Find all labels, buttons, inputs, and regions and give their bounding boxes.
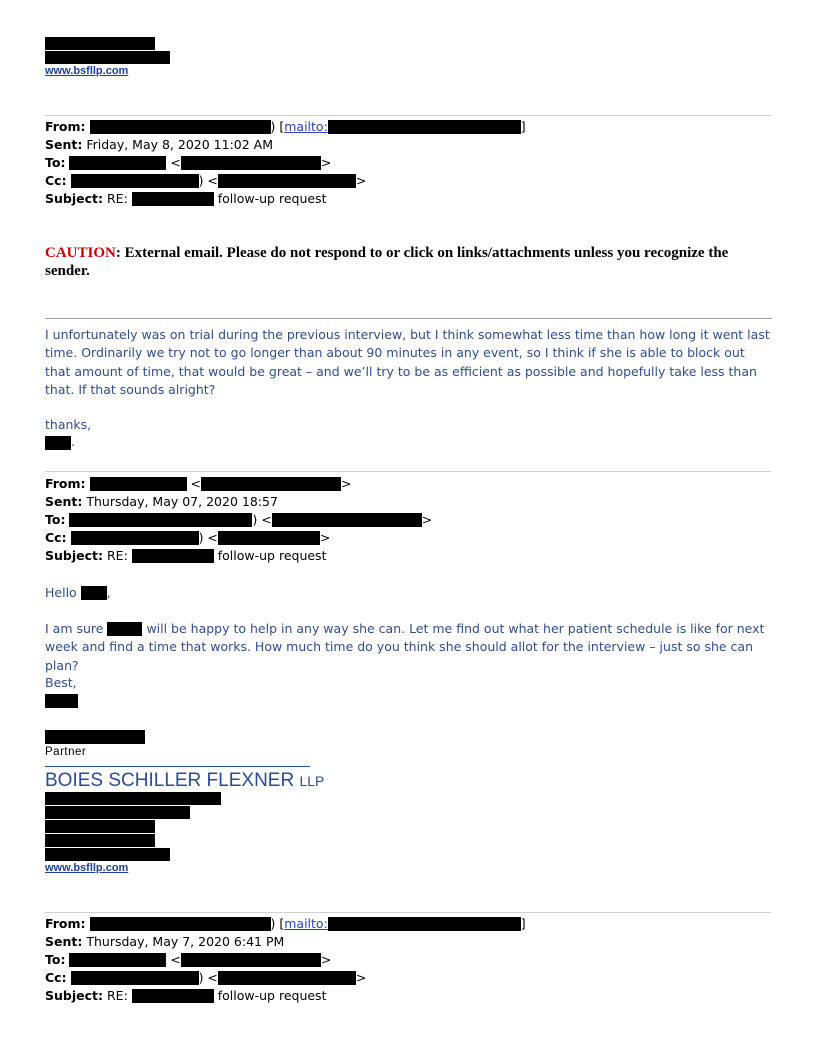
redaction	[218, 531, 320, 545]
redaction	[45, 694, 78, 708]
email-signoff: thanks,	[45, 417, 92, 432]
email-header-from: From: ) [mailto: ]	[45, 916, 526, 931]
email-header-from: From: ) [mailto: ]	[45, 119, 526, 134]
email-header-sent: Sent: Friday, May 8, 2020 11:02 AM	[45, 137, 274, 152]
website-link[interactable]: www.bsfllp.com	[45, 65, 129, 77]
email-header-to: To: ) < >	[45, 512, 433, 527]
email-header-cc: Cc: ) < >	[45, 970, 367, 985]
redaction	[45, 820, 155, 833]
redaction	[328, 120, 521, 134]
redaction	[71, 971, 199, 985]
redaction	[45, 730, 145, 744]
redaction	[132, 989, 214, 1003]
email-signoff: Best,	[45, 675, 77, 690]
caution-banner: CAUTION: External email. Please do not respond to or click on links/attachments unless you recognize the sender.	[45, 245, 729, 279]
redaction	[69, 513, 252, 527]
firm-name: BOIES SCHILLER FLEXNER LLP	[45, 770, 325, 791]
email-header-from: From: < >	[45, 476, 352, 491]
redaction	[132, 192, 214, 206]
email-greeting: Hello ,	[45, 585, 111, 600]
email-header-to: To: < >	[45, 952, 332, 967]
redaction	[69, 953, 166, 967]
redaction	[45, 436, 71, 450]
divider	[45, 115, 771, 116]
divider	[45, 471, 771, 472]
email-header-subject: Subject: RE: follow-up request	[45, 988, 327, 1003]
period: .	[71, 434, 75, 449]
redaction	[181, 156, 321, 170]
redaction	[181, 953, 321, 967]
redaction	[107, 622, 142, 636]
signature-rule	[45, 766, 310, 767]
email-header-subject: Subject: RE: follow-up request	[45, 548, 327, 563]
website-link[interactable]: www.bsfllp.com	[45, 862, 129, 874]
redaction	[218, 174, 356, 188]
redaction	[132, 549, 214, 563]
mailto-link[interactable]: mailto:	[284, 916, 328, 931]
redaction	[90, 917, 271, 931]
redaction	[328, 917, 521, 931]
redaction	[90, 120, 271, 134]
redaction	[81, 586, 107, 600]
email-header-to: To: < >	[45, 155, 332, 170]
email-header-cc: Cc: ) < >	[45, 530, 331, 545]
redaction	[201, 477, 341, 491]
redaction	[71, 174, 199, 188]
email-header-cc: Cc: ) < >	[45, 173, 367, 188]
redaction	[45, 792, 221, 805]
redaction	[218, 971, 356, 985]
divider	[45, 912, 771, 913]
divider	[45, 318, 772, 319]
signature-title: Partner	[45, 746, 87, 758]
redaction	[69, 156, 166, 170]
redaction	[90, 477, 187, 491]
mailto-link[interactable]: mailto:	[284, 119, 328, 134]
email-body-paragraph: I unfortunately was on trial during the previous interview, but I think somewhat less time than how long it went last time. Ordinarily we try not to go longer than about 90 minutes in any event, so I think if she is able to block out that amount of time, that would be great – and we’ll try to be as efficient as possible and hopefully take less than that. If that sounds alright?	[45, 327, 770, 397]
email-body-paragraph: I am sure will be happy to help in any way she can. Let me find out what her patient schedule is like for next week and find a time that works. How much time do you think she should allot for the interview – just so she can plan?	[45, 621, 765, 673]
redaction	[45, 848, 170, 861]
redaction	[45, 37, 155, 50]
email-header-sent: Sent: Thursday, May 07, 2020 18:57	[45, 494, 278, 509]
redaction	[45, 51, 170, 64]
email-header-sent: Sent: Thursday, May 7, 2020 6:41 PM	[45, 934, 285, 949]
redaction	[45, 806, 190, 819]
redaction	[71, 531, 199, 545]
redaction	[45, 834, 155, 847]
redaction	[272, 513, 422, 527]
email-header-subject: Subject: RE: follow-up request	[45, 191, 327, 206]
